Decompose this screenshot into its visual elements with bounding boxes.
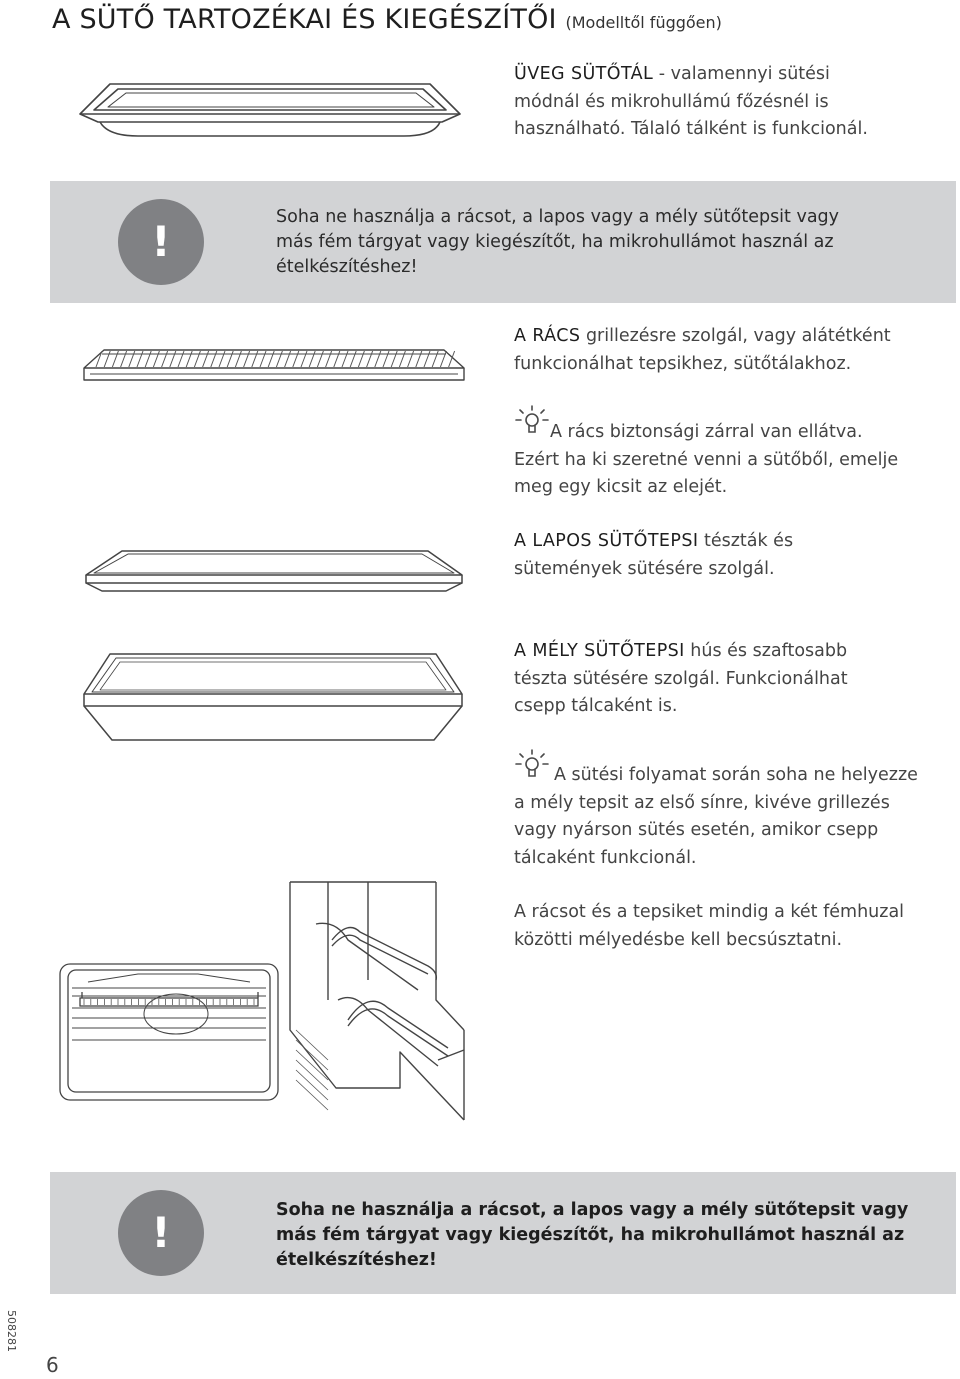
side-rails-closeup-illustration: [288, 880, 468, 1125]
tip-rack-line1: A rács biztonsági zárral van ellátva.: [550, 422, 863, 442]
deep-tray-line3: csepp tálcaként is.: [514, 696, 678, 716]
warning-icon-glyph: !: [151, 217, 171, 266]
page-title-text: A SÜTŐ TARTOZÉKAI ÉS KIEGÉSZÍTŐI: [52, 4, 557, 35]
warning-bottom-line2: más fém tárgyat vagy kiegészítőt, ha mikrohullámot használ az: [276, 1225, 905, 1245]
tip-deep-text: [514, 762, 954, 872]
deep-tray-description: [514, 638, 954, 721]
flat-tray-line2: sütemények sütésére szolgál.: [514, 558, 775, 579]
glass-tray-line2: módnál és mikrohullámú főzésnél is: [514, 91, 829, 112]
glass-tray-line3: használható. Tálaló tálként is funkcionál.: [514, 119, 868, 139]
rack-line2: funkcionálhat tepsikhez, sütőtálakhoz.: [514, 353, 852, 374]
flat-tray-name: A LAPOS SÜTŐTEPSI: [514, 531, 699, 551]
page-subtitle: (Modelltől függően): [565, 13, 722, 32]
tip-deep-line2: a mély tepsit az első sínre, kivéve grillezés: [514, 792, 890, 813]
tip-deep-line3: vagy nyárson sütés esetén, amikor csepp: [514, 820, 879, 840]
warning-text-top: [276, 205, 946, 280]
tip-rack-line2: Ezért ha ki szeretné venni a sütőből, emelje: [514, 449, 899, 470]
flat-tray-illustration: [82, 545, 466, 597]
page-title: [52, 4, 722, 39]
warning-top-line1: Soha ne használja a rácsot, a lapos vagy a mély sütőtepsit vagy: [276, 207, 840, 227]
insert-note: [514, 899, 960, 954]
oven-cavity-illustration: [58, 962, 280, 1102]
document-code: 508281: [5, 1310, 18, 1352]
tip-rack-line3: meg egy kicsit az elejét.: [514, 477, 728, 497]
deep-tray-illustration: [82, 650, 466, 746]
tip-deep-line4: tálcaként funkcionál.: [514, 847, 697, 868]
warning-bottom-line1: Soha ne használja a rácsot, a lapos vagy a mély sütőtepsit vagy: [276, 1200, 909, 1220]
warning-text-bottom: [276, 1198, 946, 1273]
flat-tray-line1: tészták és: [698, 531, 794, 551]
page-number: 6: [46, 1353, 59, 1377]
warning-icon-glyph: !: [151, 1208, 171, 1257]
tip-rack-text: [514, 419, 954, 502]
glass-tray-line1: - valamennyi sütési: [653, 64, 830, 84]
tip-deep-line1: A sütési folyamat során soha ne helyezze: [554, 765, 918, 785]
warning-box-top: [50, 181, 956, 303]
insert-note-line1: A rácsot és a tepsiket mindig a két fémhuzal: [514, 902, 905, 922]
warning-box-bottom: [50, 1172, 956, 1294]
deep-tray-line1: hús és szaftosabb: [684, 641, 848, 661]
insert-note-line2: közötti mélyedésbe kell becsúsztatni.: [514, 929, 843, 950]
deep-tray-name: A MÉLY SÜTŐTEPSI: [514, 641, 685, 661]
glass-tray-description: [514, 61, 954, 144]
glass-tray-illustration: [78, 78, 468, 148]
rack-illustration: [82, 338, 466, 388]
warning-top-line3: ételkészítéshez!: [276, 257, 418, 277]
warning-exclamation-icon: [118, 1190, 204, 1276]
glass-tray-name: ÜVEG SÜTŐTÁL: [514, 64, 654, 84]
deep-tray-line2: tészta sütésére szolgál. Funkcionálhat: [514, 668, 848, 689]
warning-bottom-line3: ételkészítéshez!: [276, 1250, 437, 1270]
warning-exclamation-icon: [118, 199, 204, 285]
rack-description: [514, 323, 954, 378]
rack-name: A RÁCS: [514, 326, 581, 346]
warning-top-line2: más fém tárgyat vagy kiegészítőt, ha mikrohullámot használ az: [276, 232, 834, 252]
rack-line1: grillezésre szolgál, vagy alátétként: [580, 326, 891, 346]
flat-tray-description: [514, 528, 954, 583]
